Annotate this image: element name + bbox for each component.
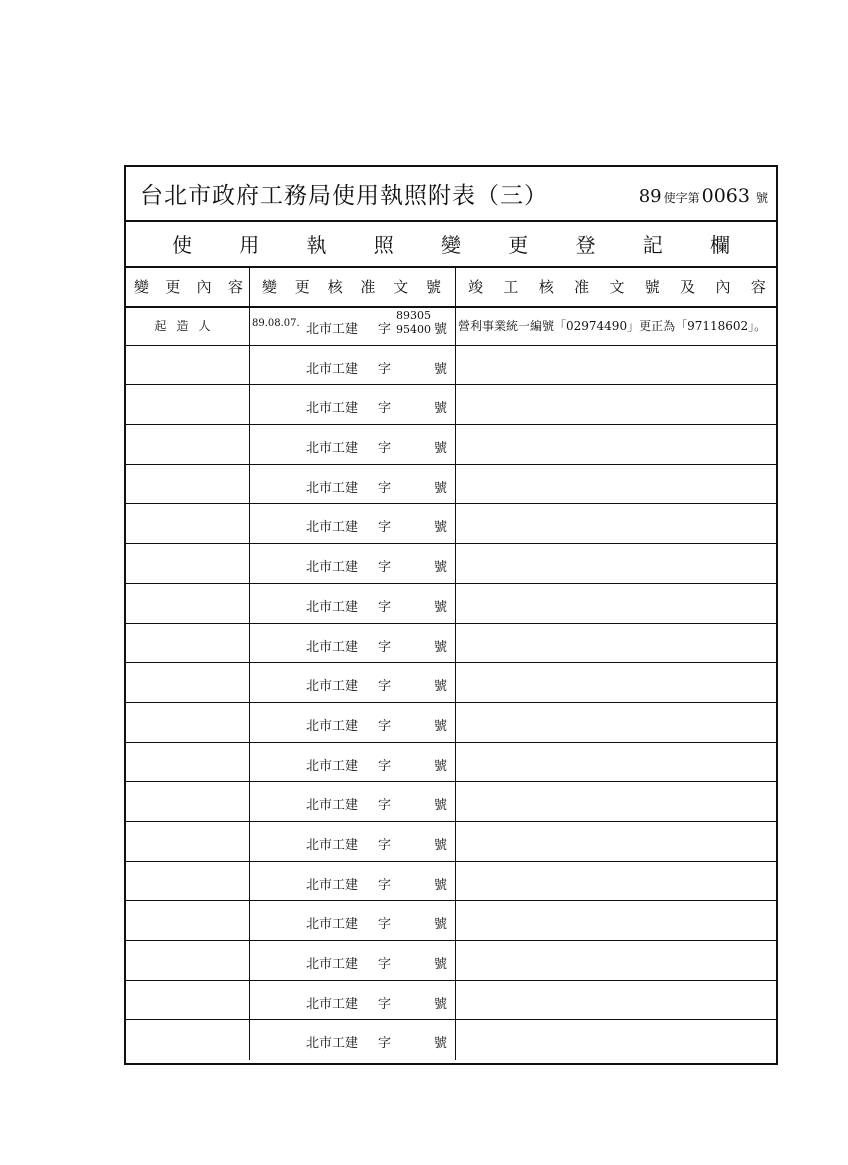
column-header-completion (456, 266, 778, 306)
column-header-change-content (126, 266, 250, 306)
column-header-change-content-char: 內 (196, 277, 212, 296)
change-content-cell (126, 504, 250, 543)
completion-content-cell (456, 624, 778, 663)
completion-content-cell (456, 862, 778, 901)
approval-number-bottom: 95400 (396, 323, 431, 336)
approval-number-cell (250, 385, 456, 424)
approval-zi: 字 (378, 957, 392, 972)
column-header-change-content-char: 容 (227, 277, 243, 296)
approval-number-cell (250, 782, 456, 821)
approval-prefix: 北市工建 (306, 679, 359, 695)
column-header-completion-char: 容 (750, 277, 766, 296)
permit-suffix: 號 (755, 191, 768, 205)
table-row (126, 425, 776, 465)
approval-zi: 字 (378, 917, 392, 933)
approval-prefix: 北市工建 (306, 758, 359, 774)
table-row (126, 782, 776, 822)
column-header-approval-number-char: 更 (294, 277, 310, 296)
column-header-approval-number-char: 號 (425, 277, 441, 296)
change-content-cell (126, 425, 250, 464)
column-header-completion-char: 內 (715, 277, 731, 296)
approval-prefix: 北市工建 (306, 599, 359, 615)
completion-content-cell (456, 663, 778, 702)
approval-number-cell (250, 544, 456, 583)
table-row (126, 981, 776, 1021)
permit-number (639, 185, 768, 207)
approval-number-cell (250, 465, 456, 504)
change-content-cell (126, 663, 250, 702)
table-row (126, 941, 776, 981)
column-header-completion-char: 文 (609, 277, 625, 296)
approval-hao: 號 (434, 957, 448, 972)
completion-content-cell (456, 504, 778, 543)
approval-number-cell (250, 981, 456, 1020)
permit-label: 使字第 (663, 191, 700, 205)
change-content-cell (126, 822, 250, 861)
completion-content-cell (456, 385, 778, 424)
approval-hao: 號 (434, 917, 448, 933)
column-header-approval-number-char: 准 (360, 277, 376, 296)
table-row (126, 544, 776, 584)
approval-zi: 字 (378, 679, 392, 695)
approval-number-cell (250, 306, 456, 345)
table-row (126, 504, 776, 544)
approval-prefix: 北市工建 (306, 441, 359, 457)
approval-number-cell (250, 663, 456, 702)
approval-prefix: 北市工建 (306, 996, 359, 1012)
completion-content-cell (456, 425, 778, 464)
table-row (126, 385, 776, 425)
completion-content-cell (456, 584, 778, 623)
heading-char: 照 (373, 232, 394, 257)
approval-zi: 字 (378, 1036, 392, 1052)
column-header-completion-char: 號 (644, 277, 660, 296)
approval-hao: 號 (434, 996, 448, 1012)
approval-numbers (396, 309, 431, 337)
column-header-approval-number-char: 核 (327, 277, 343, 296)
permit-serial: 0063 (701, 185, 750, 207)
approval-zi: 字 (378, 837, 392, 853)
approval-zi: 字 (378, 401, 392, 417)
approval-hao: 號 (434, 758, 448, 774)
approval-prefix: 北市工建 (306, 560, 359, 576)
approval-zi: 字 (378, 361, 392, 377)
change-content-cell (126, 901, 250, 940)
approval-number-cell (250, 941, 456, 980)
approval-zi: 字 (378, 996, 392, 1012)
table-row (126, 822, 776, 862)
approval-prefix: 北市工建 (306, 401, 359, 417)
approval-prefix: 北市工建 (306, 798, 359, 814)
heading-char: 記 (642, 232, 663, 257)
permit-year: 89 (638, 186, 662, 207)
approval-hao: 號 (434, 679, 448, 695)
approval-date: 89.08.07. (252, 318, 300, 329)
table-row (126, 663, 776, 703)
approval-zi: 字 (378, 520, 392, 536)
approval-prefix: 北市工建 (306, 877, 359, 893)
approval-hao: 號 (434, 361, 448, 377)
approval-prefix: 北市工建 (306, 917, 359, 933)
approval-number-cell (250, 624, 456, 663)
approval-hao: 號 (434, 798, 448, 814)
heading-char: 變 (441, 232, 461, 257)
completion-content-cell (456, 941, 778, 980)
table-row (126, 1020, 776, 1060)
approval-number-cell (250, 822, 456, 861)
approval-hao: 號 (434, 322, 448, 337)
change-content-cell (126, 465, 250, 504)
change-content-cell (126, 941, 250, 980)
change-content-cell: 起造人 (126, 306, 250, 345)
approval-zi: 字 (378, 560, 392, 576)
column-header-approval-number-char: 文 (393, 277, 409, 296)
change-content-cell (126, 862, 250, 901)
section-heading-row (126, 220, 776, 268)
approval-number-cell (250, 743, 456, 782)
column-header-completion-char: 工 (503, 277, 519, 296)
change-content-cell (126, 346, 250, 385)
change-content-cell (126, 1020, 250, 1060)
change-content-cell (126, 385, 250, 424)
approval-number-cell (250, 504, 456, 543)
approval-hao: 號 (434, 441, 448, 457)
change-content-cell (126, 981, 250, 1020)
column-header-completion-char: 核 (538, 277, 554, 296)
table-row (126, 346, 776, 386)
approval-number-cell (250, 346, 456, 385)
completion-content-cell (456, 901, 778, 940)
approval-hao: 號 (434, 837, 448, 853)
heading-char: 用 (239, 232, 260, 257)
table-row (126, 901, 776, 941)
table-row (126, 584, 776, 624)
approval-number-cell (250, 1020, 456, 1060)
heading-char: 使 (172, 232, 192, 257)
completion-content-cell (456, 703, 778, 742)
approval-zi: 字 (378, 718, 392, 734)
approval-zi: 字 (378, 758, 392, 774)
approval-hao: 號 (434, 599, 448, 615)
approval-hao: 號 (434, 639, 448, 655)
column-header-approval-number-char: 變 (262, 277, 278, 296)
completion-content-cell (456, 465, 778, 504)
approval-zi: 字 (378, 798, 392, 814)
column-header-change-content-char: 更 (165, 277, 181, 296)
approval-prefix: 北市工建 (306, 480, 359, 496)
table-row (126, 624, 776, 664)
table-row (126, 743, 776, 783)
approval-prefix: 北市工建 (306, 361, 359, 377)
approval-hao: 號 (434, 560, 448, 576)
approval-number-cell (250, 901, 456, 940)
title-row (126, 167, 776, 222)
approval-number-cell (250, 584, 456, 623)
completion-content-cell (456, 1020, 778, 1060)
completion-content-cell (456, 346, 778, 385)
approval-prefix: 北市工建 (306, 322, 359, 337)
change-content-cell (126, 782, 250, 821)
approval-hao: 號 (434, 480, 448, 496)
approval-zi: 字 (378, 599, 392, 615)
completion-content-cell (456, 822, 778, 861)
column-header-change-content-char: 變 (134, 277, 150, 296)
approval-prefix: 北市工建 (306, 520, 359, 536)
approval-zi: 字 (378, 322, 392, 337)
completion-content-cell (456, 981, 778, 1020)
column-header-completion-char: 及 (680, 277, 696, 296)
approval-number-cell (250, 425, 456, 464)
change-content-cell (126, 584, 250, 623)
approval-hao: 號 (434, 520, 448, 536)
approval-number-cell (250, 703, 456, 742)
column-header-row (126, 266, 776, 308)
approval-prefix: 北市工建 (306, 1036, 359, 1052)
table-row (126, 703, 776, 743)
change-content-cell (126, 703, 250, 742)
approval-prefix: 北市工建 (306, 957, 359, 972)
approval-number-top: 89305 (396, 309, 431, 322)
approval-hao: 號 (434, 718, 448, 734)
approval-zi: 字 (378, 480, 392, 496)
change-content-cell (126, 544, 250, 583)
approval-zi: 字 (378, 877, 392, 893)
approval-zi: 字 (378, 441, 392, 457)
heading-char: 更 (508, 232, 529, 257)
heading-char: 欄 (710, 232, 730, 257)
approval-prefix: 北市工建 (306, 837, 359, 853)
approval-hao: 號 (434, 877, 448, 893)
column-header-completion-char: 准 (574, 277, 590, 296)
completion-content-cell (456, 743, 778, 782)
heading-char: 執 (306, 232, 327, 257)
approval-prefix: 北市工建 (306, 639, 359, 655)
completion-content-cell: 營利事業統一編號「02974490」更正為「97118602」。 (458, 318, 767, 333)
approval-prefix: 北市工建 (306, 718, 359, 734)
approval-hao: 號 (434, 401, 448, 417)
form-title: 台北市政府工務局使用執照附表（三） (140, 183, 548, 209)
approval-hao: 號 (434, 1036, 448, 1052)
change-content-cell (126, 743, 250, 782)
approval-zi: 字 (378, 639, 392, 655)
table-row (126, 862, 776, 902)
table-body (126, 306, 776, 1060)
usage-permit-attachment-table (124, 165, 778, 1065)
change-content-cell (126, 624, 250, 663)
table-row (126, 306, 776, 346)
column-header-completion-char: 竣 (468, 277, 484, 296)
section-heading (126, 220, 776, 266)
approval-number-cell (250, 862, 456, 901)
heading-char: 登 (575, 232, 596, 257)
completion-content-cell (456, 782, 778, 821)
table-row (126, 465, 776, 505)
completion-content-cell (456, 544, 778, 583)
column-header-approval-number (250, 266, 456, 306)
